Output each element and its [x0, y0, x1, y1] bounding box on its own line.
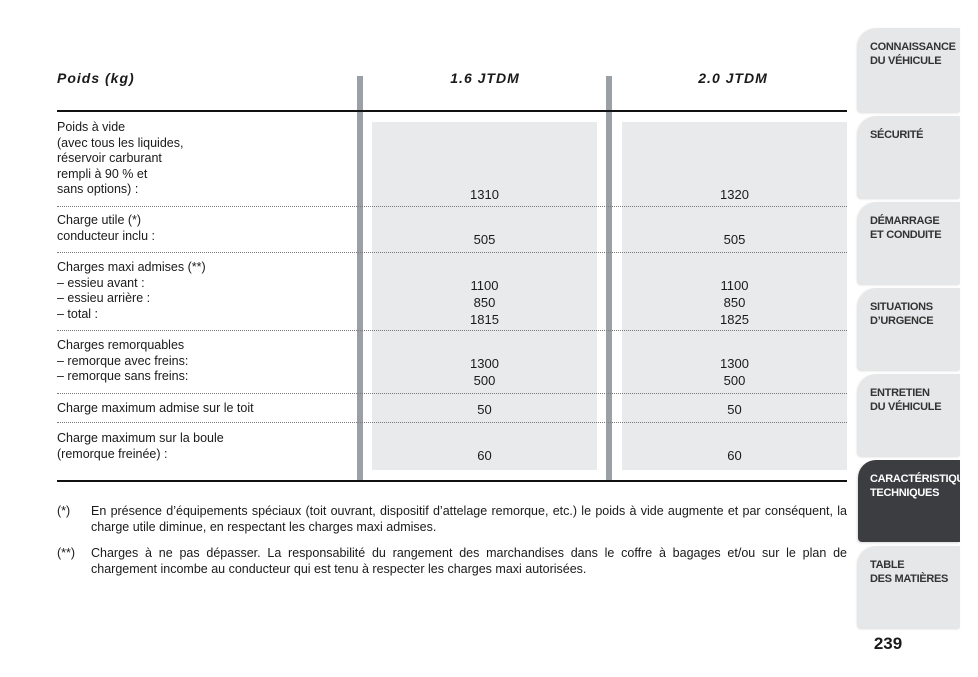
row-separator [57, 206, 847, 207]
value-1-6-roof-load: 50 [477, 402, 492, 417]
value-2-0-towable-loads: 1300 500 [720, 356, 749, 388]
table-top-rule [57, 110, 847, 112]
row-label-max-loads: Charges maxi admises (**) – essieu avant : – essieu arrière : – total : [57, 260, 206, 321]
row-separator [57, 330, 847, 331]
page-number: 239 [873, 634, 903, 653]
row-label-empty-weight: Poids à vide (avec tous les liquides, réservoir carburant rempli à 90 % et sans options) : [57, 120, 184, 196]
column-header-2-0-jtdm: 2.0 JTDM [698, 70, 768, 86]
tab-securite[interactable]: SÉCURITÉ [858, 116, 960, 198]
tab-entretien-vehicule[interactable]: ENTRETIEN DU VÉHICULE [858, 374, 960, 456]
value-1-6-payload: 505 [473, 232, 496, 247]
tab-connaissance-vehicule[interactable]: CONNAISSANCE DU VÉHICULE [858, 28, 960, 112]
value-1-6-max-loads: 1100 850 1815 [470, 278, 499, 327]
column-header-1-6-jtdm: 1.6 JTDM [450, 70, 520, 86]
row-label-payload: Charge utile (*) conducteur inclu : [57, 213, 155, 243]
footnote-text: Charges à ne pas dépasser. La responsabilité du rangement des marchandises dans le coffre à bagages et/ou sur le plan de chargement incombe au conducteur qui est tenu à respecter les charges maxi autorisées. [91, 546, 847, 576]
table-bottom-rule [57, 480, 847, 482]
footnote-text: En présence d’équipements spéciaux (toit ouvrant, dispositif d’attelage remorque, etc.) le poids à vide augmente et par conséquent, la charge utile diminue, en respectant les charges maxi admises. [91, 504, 847, 534]
value-2-0-empty-weight: 1320 [720, 187, 749, 202]
row-label-roof-load: Charge maximum admise sur le toit [57, 401, 254, 415]
footnote-mark: (**) [57, 546, 76, 560]
column-divider [606, 76, 612, 480]
tab-caracteristiques-techniques[interactable]: CARACTÉRISTIQUES TECHNIQUES [858, 460, 960, 542]
row-label-towable-loads: Charges remorquables – remorque avec freins: – remorque sans freins: [57, 338, 189, 383]
row-label-towball-load: Charge maximum sur la boule (remorque freinée) : [57, 431, 224, 461]
value-1-6-towball-load: 60 [477, 448, 492, 463]
tab-situations-urgence[interactable]: SITUATIONS D’URGENCE [858, 288, 960, 370]
row-separator [57, 393, 847, 394]
table-header-label: Poids (kg) [57, 70, 135, 86]
value-2-0-payload: 505 [723, 232, 746, 247]
value-1-6-towable-loads: 1300 500 [470, 356, 499, 388]
row-separator [57, 252, 847, 253]
footnote-mark: (*) [57, 504, 71, 518]
value-2-0-max-loads: 1100 850 1825 [720, 278, 749, 327]
tab-table-des-matieres[interactable]: TABLE DES MATIÈRES [858, 546, 960, 628]
row-separator [57, 422, 847, 423]
column-divider [357, 76, 363, 480]
value-1-6-empty-weight: 1310 [470, 187, 499, 202]
tab-demarrage-conduite[interactable]: DÉMARRAGE ET CONDUITE [858, 202, 960, 284]
value-2-0-roof-load: 50 [727, 402, 742, 417]
value-2-0-towball-load: 60 [727, 448, 742, 463]
